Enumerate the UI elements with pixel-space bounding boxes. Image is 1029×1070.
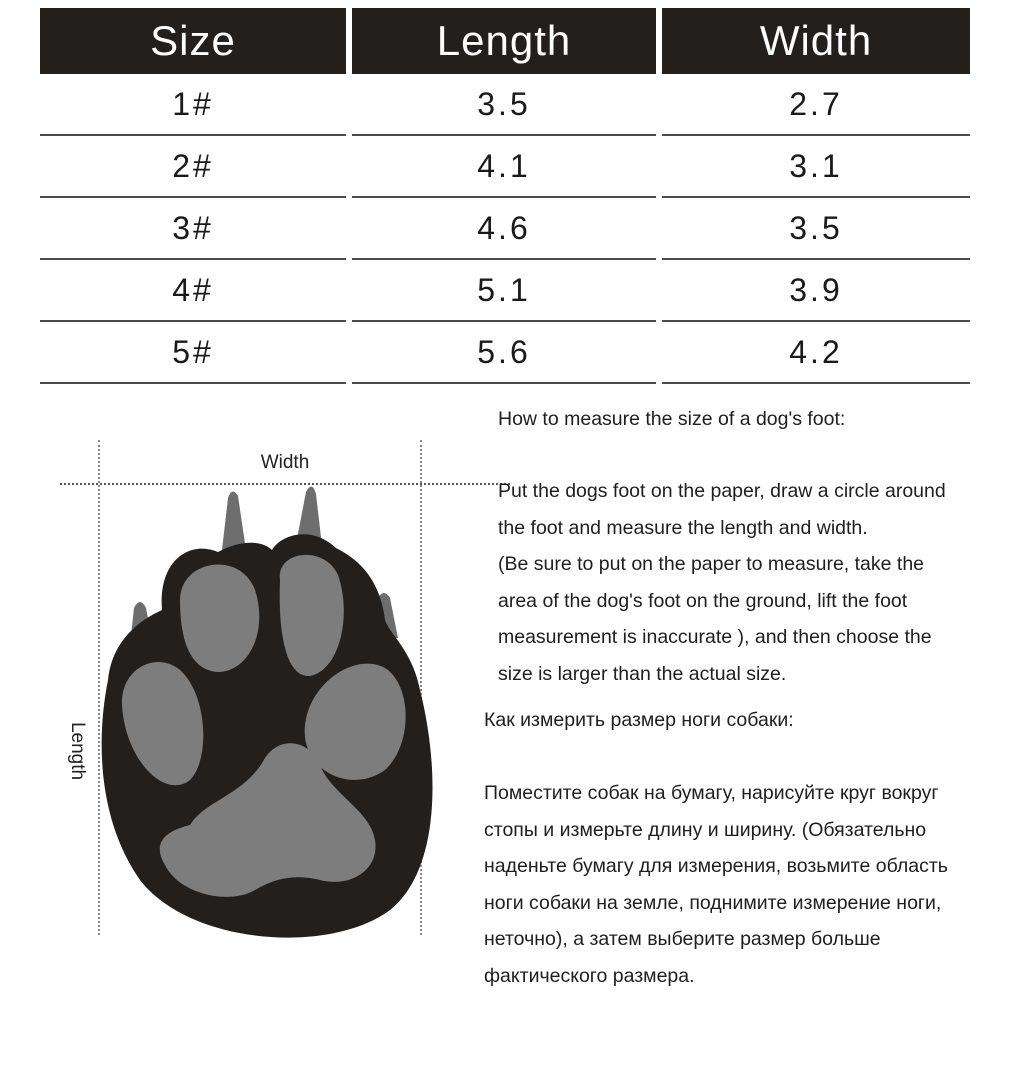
table-row bbox=[40, 198, 970, 260]
english-line: (Be sure to put on the paper to measure, take the bbox=[498, 553, 925, 575]
length-cell: 5.1 bbox=[477, 271, 531, 308]
english-line: measurement is inaccurate ), and then choose the bbox=[498, 626, 932, 648]
header-size: Size bbox=[40, 8, 346, 74]
size-cell: 1# bbox=[172, 85, 214, 122]
width-cell: 4.2 bbox=[789, 333, 843, 370]
length-cell: 3.5 bbox=[477, 85, 531, 122]
width-cell: 3.9 bbox=[789, 271, 843, 308]
english-instructions bbox=[498, 473, 1029, 692]
paw-measurement-figure bbox=[40, 440, 490, 960]
width-cell: 2.7 bbox=[789, 85, 843, 122]
width-cell: 3.5 bbox=[789, 209, 843, 246]
table-header bbox=[40, 8, 970, 74]
length-cell: 4.6 bbox=[477, 209, 531, 246]
russian-line: фактического размера. bbox=[484, 964, 695, 987]
english-line: Put the dogs foot on the paper, draw a circle around bbox=[498, 480, 946, 502]
table-row bbox=[40, 260, 970, 322]
english-line: size is larger than the actual size. bbox=[498, 662, 787, 685]
russian-instructions bbox=[484, 775, 1029, 994]
english-line: the foot and measure the length and width. bbox=[498, 516, 868, 539]
length-cell: 4.1 bbox=[477, 147, 531, 184]
row-divider bbox=[40, 382, 346, 384]
size-cell: 5# bbox=[172, 333, 214, 370]
russian-line: наденьте бумагу для измерения, возьмите область bbox=[484, 855, 948, 877]
header-length: Length bbox=[352, 8, 656, 74]
width-cell: 3.1 bbox=[789, 147, 843, 184]
row-divider bbox=[352, 382, 656, 384]
header-width: Width bbox=[662, 8, 970, 74]
russian-line: Поместите собак на бумагу, нарисуйте круг вокруг bbox=[484, 782, 939, 804]
paw-print-icon bbox=[40, 440, 490, 960]
size-cell: 4# bbox=[172, 271, 214, 308]
table-row bbox=[40, 322, 970, 384]
english-heading: How to measure the size of a dog's foot: bbox=[498, 408, 846, 430]
english-line: area of the dog's foot on the ground, lift the foot bbox=[498, 589, 908, 612]
size-cell: 2# bbox=[172, 147, 214, 184]
size-table bbox=[40, 8, 970, 384]
width-label: Width bbox=[260, 452, 310, 473]
length-label: Length bbox=[67, 721, 88, 781]
size-cell: 3# bbox=[172, 209, 214, 246]
length-cell: 5.6 bbox=[477, 333, 531, 370]
row-divider bbox=[662, 382, 970, 384]
russian-line: ноги собаки на земле, поднимите измерение ноги, bbox=[484, 891, 942, 914]
claw-icon bbox=[222, 491, 246, 550]
russian-line: неточно), а затем выберите размер больше bbox=[484, 928, 881, 950]
table-row bbox=[40, 74, 970, 136]
russian-heading: Как измерить размер ноги собаки: bbox=[484, 709, 794, 731]
russian-line: стопы и измерьте длину и ширину. (Обязательно bbox=[484, 818, 927, 841]
toe-pad bbox=[180, 565, 259, 672]
table-row bbox=[40, 136, 970, 198]
